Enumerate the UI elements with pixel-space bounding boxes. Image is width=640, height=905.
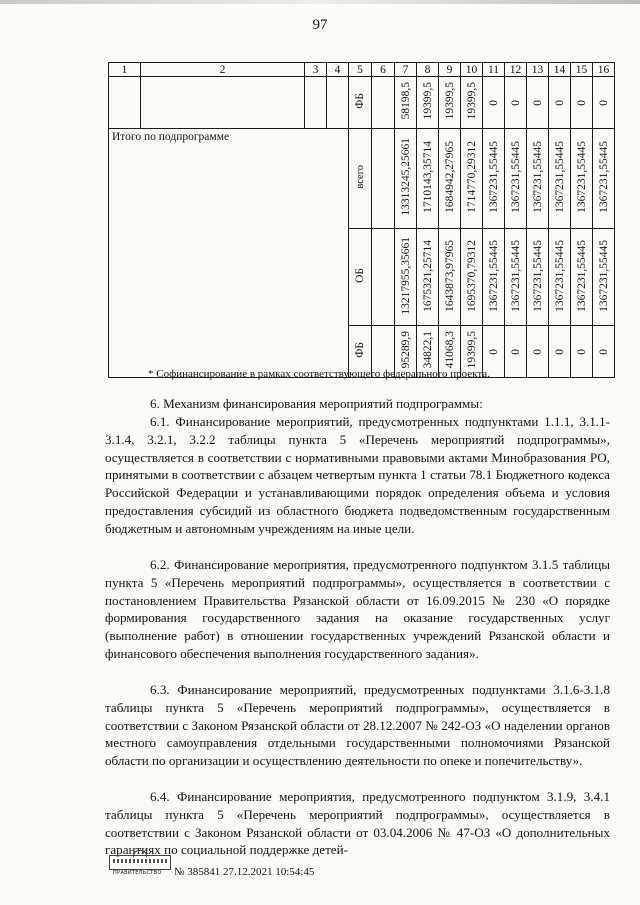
value-text: 1367231,55445 bbox=[531, 239, 544, 312]
value-text: 0 bbox=[575, 348, 588, 355]
value-cell bbox=[593, 77, 615, 129]
government-seal-stamp bbox=[109, 850, 171, 876]
value-cell bbox=[549, 326, 571, 378]
value-text: 41068,3 bbox=[443, 331, 456, 369]
table-cell-empty bbox=[109, 77, 141, 129]
value-cell bbox=[505, 326, 527, 378]
value-cell bbox=[549, 77, 571, 129]
source-label: всего bbox=[354, 165, 366, 189]
value-text: 1675321,25714 bbox=[421, 239, 434, 312]
value-text: 1367231,55445 bbox=[575, 239, 588, 312]
source-label: ФБ bbox=[354, 342, 366, 358]
seal-building-icon bbox=[109, 855, 171, 870]
table-cell-empty bbox=[372, 129, 395, 229]
value-text: 0 bbox=[553, 99, 566, 106]
table-row-total-all bbox=[109, 129, 615, 229]
value-text: 0 bbox=[553, 348, 566, 355]
source-label: ФБ bbox=[354, 93, 366, 109]
value-cell bbox=[527, 129, 549, 229]
total-label-cell bbox=[109, 129, 349, 378]
value-cell bbox=[505, 229, 527, 326]
col-number: 11 bbox=[483, 63, 505, 77]
value-cell bbox=[527, 326, 549, 378]
document-registration-stamp: № 385841 27.12.2021 10:54:45 bbox=[174, 866, 315, 878]
value-cell bbox=[527, 77, 549, 129]
col-number: 14 bbox=[549, 63, 571, 77]
table-footnote: * Софинансирование в рамках соответствующего федерального проекта. bbox=[148, 368, 490, 380]
value-text: 1643873,97965 bbox=[443, 239, 456, 312]
value-cell bbox=[439, 129, 461, 229]
col-number: 4 bbox=[327, 63, 349, 77]
col-number: 8 bbox=[417, 63, 439, 77]
value-text: 1367231,55445 bbox=[509, 239, 522, 312]
col-number: 16 bbox=[593, 63, 615, 77]
col-number: 13 bbox=[527, 63, 549, 77]
paragraph-6-1: 6.1. Финансирование мероприятий, предусмотренных подпунктами 1.1.1, 3.1.1-3.1.4, 3.2.1, 3.2.2 таблицы пункта 5 «Перечень мероприятий подпрограммы», осуществляется в соответствии с нормативными правовыми актами Минобразования РО, принятыми в соответствии с абзацем четвертым пункта 1 статьи 78.1 Бюджетного кодекса Российской Федерации и устанавливающими порядок определения объема и условия предоставления субсидий из областного бюджета подведомственным государственным бюджетным и автономным учреждениям на иные цели. bbox=[105, 414, 610, 536]
value-text: 1367231,55445 bbox=[553, 141, 566, 213]
value-cell bbox=[483, 77, 505, 129]
col-number: 1 bbox=[109, 63, 141, 77]
value-text: 1367231,55445 bbox=[575, 141, 588, 213]
value-text: 0 bbox=[487, 348, 500, 355]
table-cell-empty bbox=[372, 77, 395, 129]
value-text: 0 bbox=[531, 99, 544, 106]
value-cell bbox=[417, 77, 439, 129]
value-cell bbox=[395, 129, 417, 229]
col-number: 10 bbox=[461, 63, 483, 77]
value-cell bbox=[417, 229, 439, 326]
value-cell bbox=[461, 129, 483, 229]
value-cell bbox=[505, 77, 527, 129]
scan-top-edge bbox=[0, 0, 640, 4]
value-text: 58198,5 bbox=[399, 82, 412, 120]
col-number: 9 bbox=[439, 63, 461, 77]
table-row-fb-previous bbox=[109, 77, 615, 129]
value-cell bbox=[395, 229, 417, 326]
value-text: 13217955,35661 bbox=[399, 236, 412, 315]
value-cell bbox=[527, 229, 549, 326]
value-cell bbox=[417, 129, 439, 229]
col-number: 15 bbox=[571, 63, 593, 77]
value-cell bbox=[395, 77, 417, 129]
paragraph-6-4: 6.4. Финансирование мероприятия, предусмотренного подпунктом 3.1.9, 3.4.1 таблицы пункта 5 «Перечень мероприятий подпрограммы», осуществляется в соответствии с Законом Рязанской области от 03.04.2006 № 47-ОЗ «О дополнительных гарантиях по социальной поддержке детей- bbox=[105, 789, 610, 858]
value-text: 1367231,55445 bbox=[487, 141, 500, 213]
value-cell bbox=[461, 77, 483, 129]
col-number: 12 bbox=[505, 63, 527, 77]
table-cell-empty bbox=[305, 77, 327, 129]
value-text: 1684942,27965 bbox=[443, 141, 456, 213]
page-number: 97 bbox=[312, 17, 328, 33]
source-cell bbox=[349, 77, 372, 129]
value-cell bbox=[505, 129, 527, 229]
value-text: 0 bbox=[509, 348, 522, 355]
value-text: 1367231,55445 bbox=[531, 141, 544, 213]
paragraph-6-3: 6.3. Финансирование мероприятий, предусмотренных подпунктами 3.1.6-3.1.8 таблицы пункта 5 «Перечень мероприятий подпрограммы», осуществляется в соответствии с Законом Рязанской области от 28.12.2007 № 242-ОЗ «О наделении органов местного самоуправления отдельными государственными полномочиями Рязанской области по организации и осуществлению деятельности по опеке и попечительству». bbox=[105, 682, 610, 769]
section-heading: 6. Механизм финансирования мероприятий подпрограммы: bbox=[150, 396, 483, 411]
value-text: 19399,5 bbox=[421, 82, 434, 120]
seal-caption: ПРАВИТЕЛЬСТВО bbox=[113, 870, 162, 876]
value-text: 0 bbox=[509, 99, 522, 106]
value-text: 1714770,29312 bbox=[465, 141, 478, 213]
value-cell bbox=[483, 229, 505, 326]
col-number: 6 bbox=[372, 63, 395, 77]
financing-table bbox=[108, 62, 615, 378]
value-cell bbox=[571, 326, 593, 378]
table-cell-empty bbox=[141, 77, 305, 129]
value-cell bbox=[549, 129, 571, 229]
total-label: Итого по подпрограмме bbox=[112, 131, 230, 143]
value-text: 1367231,55445 bbox=[509, 141, 522, 213]
value-cell bbox=[571, 229, 593, 326]
source-cell bbox=[349, 129, 372, 229]
source-label: ОБ bbox=[354, 268, 366, 283]
value-text: 0 bbox=[597, 348, 610, 355]
value-text: 0 bbox=[531, 348, 544, 355]
value-cell bbox=[439, 229, 461, 326]
value-cell bbox=[439, 77, 461, 129]
value-text: 1367231,55445 bbox=[597, 239, 610, 312]
value-text: 1367231,55445 bbox=[597, 141, 610, 213]
col-number: 2 bbox=[141, 63, 305, 77]
table-cell-empty bbox=[372, 229, 395, 326]
value-text: 34822,1 bbox=[421, 331, 434, 369]
value-cell bbox=[549, 229, 571, 326]
value-text: 19399,5 bbox=[465, 82, 478, 120]
value-text: 1695370,79312 bbox=[465, 239, 478, 312]
col-number: 3 bbox=[305, 63, 327, 77]
value-cell bbox=[571, 77, 593, 129]
value-text: 1367231,55445 bbox=[487, 239, 500, 312]
value-cell bbox=[571, 129, 593, 229]
value-text: 95289,9 bbox=[399, 331, 412, 369]
table-cell-empty bbox=[327, 77, 349, 129]
source-cell bbox=[349, 229, 372, 326]
col-number: 5 bbox=[349, 63, 372, 77]
column-number-row bbox=[109, 63, 615, 77]
value-cell bbox=[593, 129, 615, 229]
value-cell bbox=[593, 326, 615, 378]
value-cell bbox=[593, 229, 615, 326]
value-text: 0 bbox=[597, 99, 610, 106]
value-text: 1710143,35714 bbox=[421, 141, 434, 213]
value-cell bbox=[483, 129, 505, 229]
value-text: 13313245,25661 bbox=[399, 138, 412, 216]
value-cell bbox=[461, 229, 483, 326]
value-text: 1367231,55445 bbox=[553, 239, 566, 312]
col-number: 7 bbox=[395, 63, 417, 77]
value-text: 0 bbox=[575, 99, 588, 106]
value-text: 19399,5 bbox=[443, 82, 456, 120]
paragraph-6-2: 6.2. Финансирование мероприятия, предусмотренного подпунктом 3.1.5 таблицы пункта 5 «Перечень мероприятий подпрограммы», осуществляется в соответствии с постановлением Правительства Рязанской области от 16.09.2015 № 230 «О порядке формирования государственного задания на оказание государственных услуг (выполнение работ) в отношении государственных учреждений Рязанской области и финансового обеспечения выполнения государственного задания». bbox=[105, 557, 610, 661]
value-text: 0 bbox=[487, 99, 500, 106]
value-text: 19399,5 bbox=[465, 331, 478, 369]
